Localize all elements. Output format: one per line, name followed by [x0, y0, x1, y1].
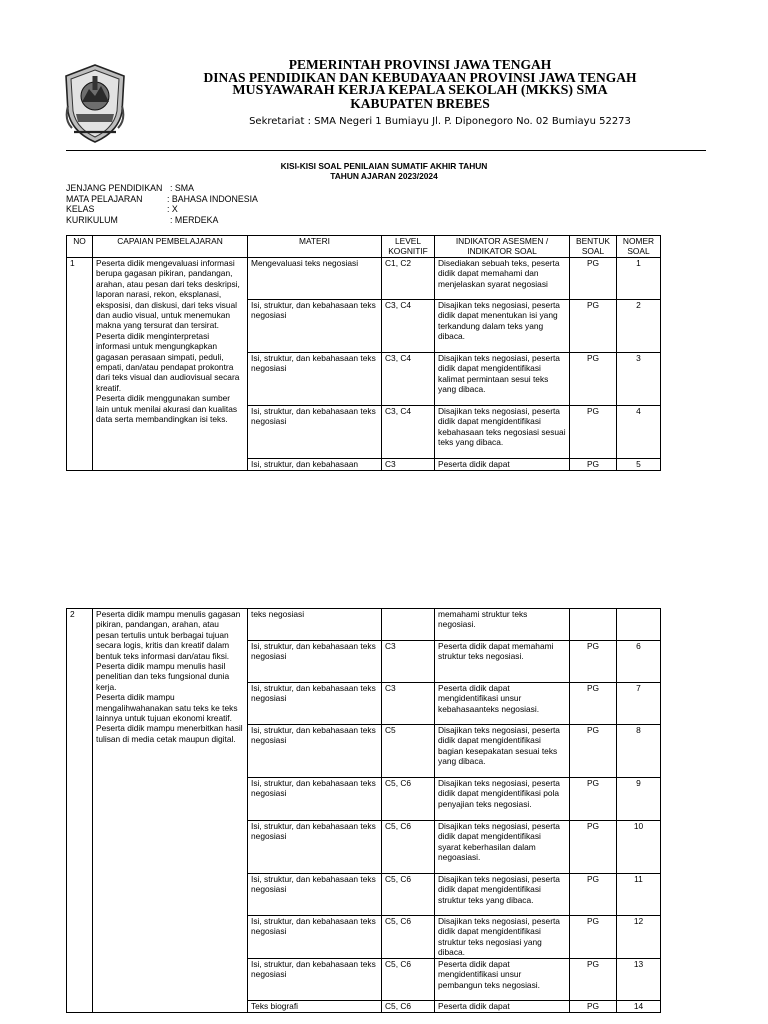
- level-cell: C5, C6: [382, 1001, 435, 1013]
- nomer-cell: 1: [617, 258, 661, 300]
- bentuk-cell: PG: [570, 683, 617, 725]
- indikator-cell: Peserta didik dapat: [435, 459, 570, 471]
- document-subtitle: TAHUN AJARAN 2023/2024: [330, 171, 438, 181]
- materi-cell: Isi, struktur, dan kebahasaan teks negosiasi: [248, 683, 382, 725]
- nomer-cell: 6: [617, 641, 661, 683]
- meta-value: : MERDEKA: [170, 214, 219, 225]
- header-nomer: NOMER SOAL: [617, 236, 661, 258]
- meta-label: MATA PELAJARAN: [66, 193, 143, 204]
- materi-cell: Isi, struktur, dan kebahasaan teks negosiasi: [248, 300, 382, 353]
- indikator-cell: Disajikan teks negosiasi, peserta didik dapat mengidentifikasi struktur teks yang dibaca.: [435, 874, 570, 916]
- level-cell: C3: [382, 641, 435, 683]
- nomer-cell: 9: [617, 778, 661, 821]
- cp-paragraph: Peserta didik mengevaluasi informasi berupa gagasan pikiran, pandangan, arahan, atau pesan dari teks deskripsi, laporan narasi, rekon, eksplanasi, eksposisi, dan diskusi, dari teks visual dan audio visual, untuk menemukan makna yang tersurat dan tersirat.: [96, 258, 240, 331]
- materi-cell: Isi, struktur, dan kebahasaan teks negosiasi: [248, 821, 382, 874]
- bentuk-cell: PG: [570, 916, 617, 959]
- header-level: LEVEL KOGNITIF: [382, 236, 435, 258]
- bentuk-cell: PG: [570, 258, 617, 300]
- bentuk-cell: PG: [570, 725, 617, 778]
- cp-paragraph: Peserta didik mampu menulis gagasan pikiran, pandangan, arahan, atau pesan tertulis untuk berbagai tujuan secara logis, kritis dan kreatif dalam bentuk teks informasi dan/atau fiksi. Peserta didik mampu menulis hasil penelitian dan teks fungsional dunia kerja.: [96, 609, 241, 692]
- header-indikator: INDIKATOR ASESMEN / INDIKATOR SOAL: [435, 236, 570, 258]
- meta-label: KELAS: [66, 204, 95, 214]
- materi-cell: Isi, struktur, dan kebahasaan: [248, 459, 382, 471]
- indikator-cell: Disajikan teks negosiasi, peserta didik dapat mengidentifikasi kebahasaan teks negosiasi sesuai teks yang dibaca.: [435, 406, 570, 459]
- bentuk-cell: PG: [570, 300, 617, 353]
- nomer-cell: 14: [617, 1001, 661, 1013]
- bentuk-cell: PG: [570, 778, 617, 821]
- letterhead-text: [180, 58, 660, 127]
- materi-cell: Isi, struktur, dan kebahasaan teks negosiasi: [248, 406, 382, 459]
- indikator-cell: Disajikan teks negosiasi, peserta didik dapat mengidentifikasi kalimat permintaan sesui teks yang dibaca.: [435, 353, 570, 406]
- materi-cell: Teks biografi: [248, 1001, 382, 1013]
- header-no: NO: [67, 236, 93, 258]
- bentuk-cell: PG: [570, 459, 617, 471]
- letterhead-line-3: MUSYAWARAH KERJA KEPALA SEKOLAH (MKKS) SMA: [232, 83, 608, 98]
- nomer-cell: [617, 609, 661, 641]
- letterhead-line-4: KABUPATEN BREBES: [350, 96, 490, 111]
- header-bentuk: BENTUK SOAL: [570, 236, 617, 258]
- level-cell: C5, C6: [382, 874, 435, 916]
- cp-paragraph: Peserta didik mampu mengalihwahanakan satu teks ke teks lainnya untuk tujuan ekonomi kreatif.: [96, 692, 238, 724]
- meta-label: JENJANG PENDIDIKAN: [66, 183, 163, 193]
- letterhead: [60, 58, 710, 150]
- nomer-cell: 7: [617, 683, 661, 725]
- materi-cell: Isi, struktur, dan kebahasaan teks negosiasi: [248, 725, 382, 778]
- nomer-cell: 11: [617, 874, 661, 916]
- level-cell: C3, C4: [382, 300, 435, 353]
- materi-cell: Isi, struktur, dan kebahasaan teks negosiasi: [248, 778, 382, 821]
- table-header-row: [67, 236, 661, 258]
- kisi-table-page-1: [66, 235, 661, 471]
- nomer-cell: 3: [617, 353, 661, 406]
- row-number: 1: [67, 258, 93, 471]
- level-cell: C3: [382, 459, 435, 471]
- meta-value: : BAHASA INDONESIA: [167, 193, 258, 204]
- level-cell: C5, C6: [382, 959, 435, 1001]
- bentuk-cell: PG: [570, 406, 617, 459]
- bentuk-cell: PG: [570, 353, 617, 406]
- capaian-pembelajaran-cell: [93, 258, 248, 471]
- indikator-cell: Peserta didik dapat memahami struktur teks negosiasi.: [435, 641, 570, 683]
- nomer-cell: 8: [617, 725, 661, 778]
- meta-label: KURIKULUM: [66, 214, 118, 225]
- letterhead-address: Sekretariat : SMA Negeri 1 Bumiayu Jl. P. Diponegoro No. 02 Bumiayu 52273: [249, 116, 631, 127]
- header-materi: MATERI: [248, 236, 382, 258]
- level-cell: C3, C4: [382, 406, 435, 459]
- meta-value: : X: [167, 204, 178, 214]
- cp-paragraph: Peserta didik mampu menerbitkan hasil tulisan di media cetak maupun digital.: [96, 723, 243, 744]
- indikator-cell: Disajikan teks negosiasi, peserta didik dapat mengidentifikasi struktur teks negosiasi yang dibaca.: [435, 916, 570, 959]
- indikator-cell: Disediakan sebuah teks, peserta didik dapat memahami dan menjelaskan syarat negosiasi: [435, 258, 570, 300]
- kisi-table-page-2: [66, 608, 661, 1013]
- indikator-cell: Peserta didik dapat mengidentifikasi unsur kebahasaanteks negosiasi.: [435, 683, 570, 725]
- level-cell: [382, 609, 435, 641]
- materi-cell: Isi, struktur, dan kebahasaan teks negosiasi: [248, 641, 382, 683]
- nomer-cell: 10: [617, 821, 661, 874]
- indikator-cell: Peserta didik dapat: [435, 1001, 570, 1013]
- nomer-cell: 12: [617, 916, 661, 959]
- bentuk-cell: PG: [570, 641, 617, 683]
- table-row: [67, 609, 661, 641]
- materi-cell: Mengevaluasi teks negosiasi: [248, 258, 382, 300]
- indikator-cell: Disajikan teks negosiasi, peserta didik dapat mengidentifikasi syarat keberhasilan dalam negoasiasi.: [435, 821, 570, 874]
- bentuk-cell: PG: [570, 874, 617, 916]
- indikator-cell: memahami struktur teks negosiasi.: [435, 609, 570, 641]
- level-cell: C1, C2: [382, 258, 435, 300]
- bentuk-cell: PG: [570, 1001, 617, 1013]
- row-number: 2: [67, 609, 93, 1013]
- document-title: KISI-KISI SOAL PENILAIAN SUMATIF AKHIR TAHUN: [280, 161, 488, 171]
- bentuk-cell: PG: [570, 959, 617, 1001]
- indikator-cell: Disajikan teks negosiasi, peserta didik dapat mengidentifikasi bagian kesepakatan sesuai teks yang dibaca.: [435, 725, 570, 778]
- cp-paragraph: Peserta didik menginterpretasi informasi untuk mengungkapkan gagasan perasaan simpati, peduli, empati, dan/atau pendapat prokontra dari teks visual dan audiovisual secara kreatif.: [96, 330, 240, 393]
- nomer-cell: 5: [617, 459, 661, 471]
- level-cell: C5, C6: [382, 916, 435, 959]
- nomer-cell: 4: [617, 406, 661, 459]
- cp-paragraph: Peserta didik menggunakan sumber lain untuk menilai akurasi dan kualitas data serta membandingkan isi teks.: [96, 393, 238, 425]
- level-cell: C3: [382, 683, 435, 725]
- nomer-cell: 2: [617, 300, 661, 353]
- letterhead-divider: [66, 150, 706, 151]
- level-cell: C3, C4: [382, 353, 435, 406]
- bentuk-cell: PG: [570, 821, 617, 874]
- letterhead-line-2: DINAS PENDIDIKAN DAN KEBUDAYAAN PROVINSI JAWA TENGAH: [203, 70, 637, 85]
- level-cell: C5: [382, 725, 435, 778]
- indikator-cell: Peserta didik dapat mengidentifikasi unsur pembangun teks negosiasi.: [435, 959, 570, 1001]
- materi-cell: Isi, struktur, dan kebahasaan teks negosiasi: [248, 353, 382, 406]
- materi-cell: Isi, struktur, dan kebahasaan teks negosiasi: [248, 959, 382, 1001]
- level-cell: C5, C6: [382, 821, 435, 874]
- materi-cell: Isi, struktur, dan kebahasaan teks negosiasi: [248, 874, 382, 916]
- indikator-cell: Disajikan teks negosiasi, peserta didik dapat menentukan isi yang terkandung dalam teks yang dibaca.: [435, 300, 570, 353]
- indikator-cell: Disajikan teks negosiasi, peserta didik dapat mengidentifikasi pola penyajian teks negosiasi.: [435, 778, 570, 821]
- meta-value: : SMA: [170, 183, 194, 193]
- bentuk-cell: [570, 609, 617, 641]
- level-cell: C5, C6: [382, 778, 435, 821]
- materi-cell: teks negosiasi: [248, 609, 382, 641]
- materi-cell: Isi, struktur, dan kebahasaan teks negosiasi: [248, 916, 382, 959]
- capaian-pembelajaran-cell: [93, 609, 248, 1013]
- jawa-tengah-emblem: [62, 62, 128, 144]
- header-cp: CAPAIAN PEMBELAJARAN: [93, 236, 248, 258]
- nomer-cell: 13: [617, 959, 661, 1001]
- letterhead-line-1: PEMERINTAH PROVINSI JAWA TENGAH: [288, 57, 552, 72]
- table-row: [67, 258, 661, 300]
